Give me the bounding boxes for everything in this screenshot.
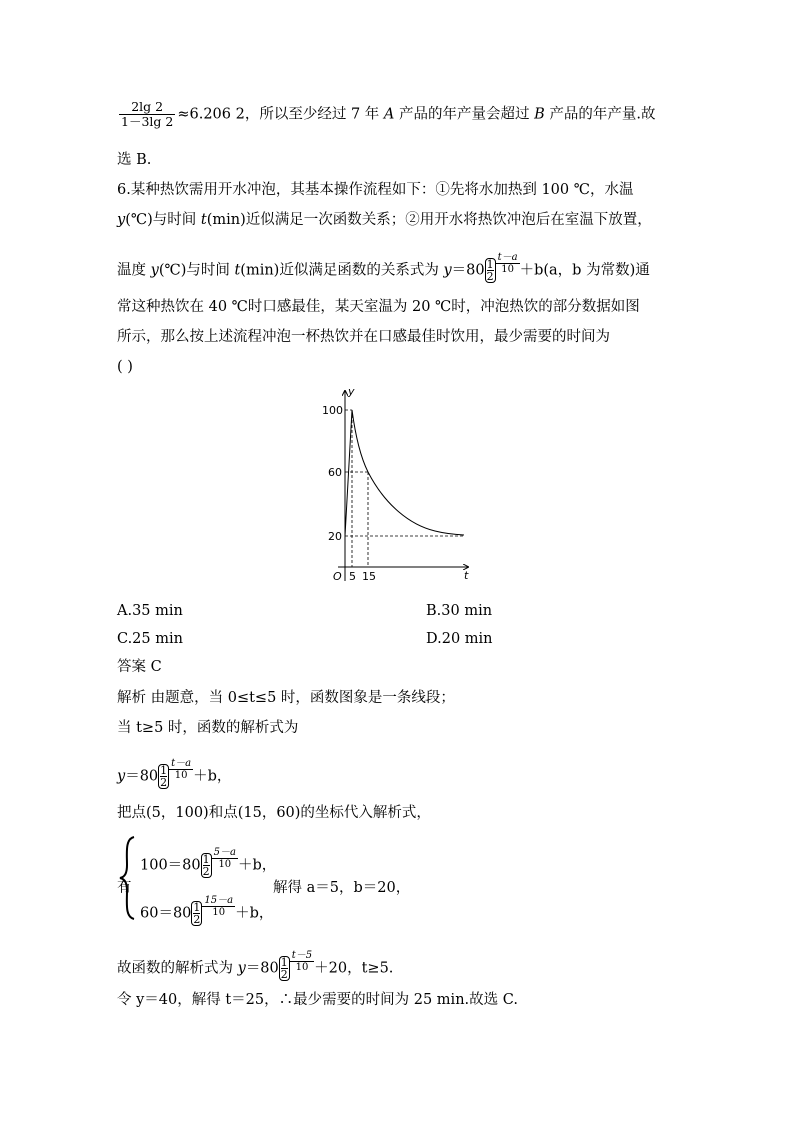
- half-bracket: $\frac{1}{2}$: [202, 853, 210, 878]
- solution-prev-line-2: 选 B.: [117, 152, 152, 168]
- exponent-fraction: $\frac{t-a}{10}$: [497, 252, 518, 275]
- question-line-5: 所示，那么按上述流程冲泡一杯热饮并在口感最佳时饮用，最少需要的时间为: [117, 329, 610, 345]
- system-you: 有: [117, 880, 132, 896]
- question-line-2: y(℃)与时间 t(min)近似满足一次函数关系；②用开水将热饮冲泡后在室温下放置，: [117, 212, 652, 228]
- x-tick-15: 15: [362, 570, 376, 583]
- solution-line-4: 把点(5，100)和点(15，60)的坐标代入解析式，: [117, 805, 431, 821]
- solution-prev-line-1: $\frac{2\lg 2}{1-3\lg 2}$ ≈6.206 2，所以至少经过 7 年 A 产品的年产量会超过 B 产品的年产量.故: [121, 99, 656, 129]
- option-d: D.20 min: [426, 631, 493, 647]
- exponent-fraction: $\frac{t-a}{10}$: [171, 758, 192, 781]
- half-bracket: $\frac{1}{2}$: [193, 901, 201, 926]
- half-bracket: $\frac{1}{2}$: [280, 956, 288, 981]
- half-bracket: $\frac{1}{2}$: [486, 258, 494, 283]
- temperature-curve: [345, 410, 464, 536]
- solution-line-1: 解析 由题意，当 0≤t≤5 时，函数图象是一条线段；: [117, 690, 455, 706]
- temperature-time-graph: [310, 385, 480, 585]
- solution-line-3: y＝80 $\frac{1}{2}$ $\frac{t-a}{10}+b$，: [117, 758, 232, 789]
- y-tick-20: 20: [328, 530, 342, 543]
- log-fraction: $\frac{2\lg 2}{1-3\lg 2}$: [121, 99, 174, 129]
- answer-line: 答案 C: [117, 659, 162, 675]
- y-tick-60: 60: [328, 466, 342, 479]
- question-line-6: ( ): [117, 359, 133, 375]
- option-a: A.35 min: [117, 603, 183, 619]
- question-line-3: 温度 y(℃)与时间 t(min)近似满足函数的关系式为 y＝80 $\frac{1}{2}$ $\frac{t-a}{10}+b(a$，b 为常数)通: [117, 252, 650, 283]
- y-axis-label: y: [348, 385, 355, 398]
- option-b: B.30 min: [426, 603, 493, 619]
- solution-line-7: 令 y＝40，解得 t＝25，∴最少需要的时间为 25 min.故选 C.: [117, 992, 518, 1008]
- half-bracket: $\frac{1}{2}$: [160, 764, 168, 789]
- origin-label: O: [333, 570, 342, 583]
- x-tick-5: 5: [349, 570, 356, 583]
- system-equation-2: 60＝80 $\frac{1}{2}$ $\frac{15-a}{10}+b$，: [140, 895, 274, 926]
- x-axis-label: t: [464, 569, 469, 582]
- exponent-fraction: $\frac{15-a}{10}$: [204, 895, 234, 918]
- y-tick-100: 100: [322, 404, 343, 417]
- exponent-fraction: $\frac{t-5}{10}$: [291, 950, 313, 973]
- solution-line-2: 当 t≥5 时，函数的解析式为: [117, 720, 299, 736]
- system-equation-1: 100＝80 $\frac{1}{2}$ $\frac{5-a}{10}+b$，: [140, 847, 277, 878]
- question-line-4: 常这种热饮在 40 ℃时口感最佳，某天室温为 20 ℃时，冲泡热饮的部分数据如图: [117, 299, 640, 315]
- exponent-fraction: $\frac{5-a}{10}$: [213, 847, 236, 870]
- solution-line-6: 故函数的解析式为 y＝80 $\frac{1}{2}$ $\frac{t-5}{10}+20$，t≥5.: [117, 950, 394, 981]
- system-result: 解得 a＝5，b＝20，: [273, 880, 411, 896]
- question-line-1: 6.某种热饮需用开水冲泡，其基本操作流程如下：①先将水加热到 100 ℃，水温: [117, 182, 634, 198]
- option-c: C.25 min: [117, 631, 183, 647]
